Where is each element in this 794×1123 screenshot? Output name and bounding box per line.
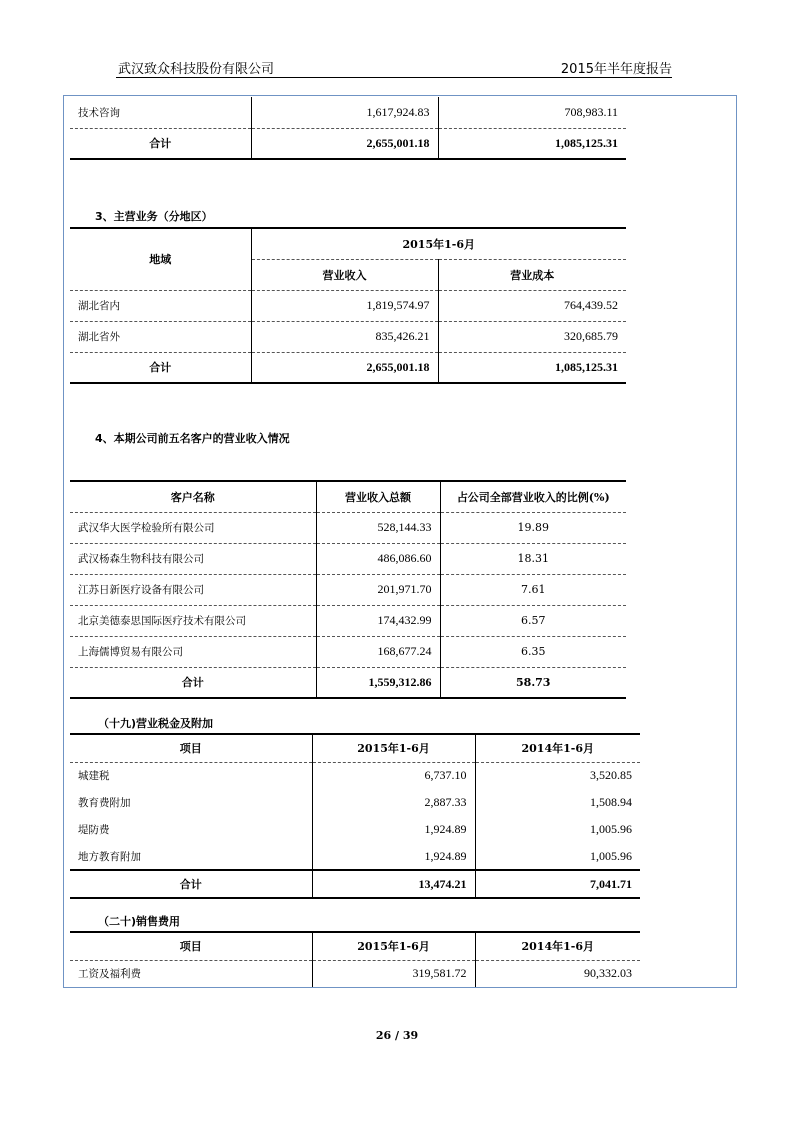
table-region	[70, 227, 626, 384]
header-ratio: 占公司全部营业收入的比例(%)	[440, 481, 626, 512]
row-amount: 528,144.33	[316, 512, 440, 543]
header-item: 项目	[70, 734, 312, 762]
section-3-title: 3、主营业务（分地区）	[95, 210, 213, 223]
row-name: 江苏日新医疗设备有限公司	[70, 574, 316, 605]
row-revenue: 1,819,574.97	[251, 290, 438, 321]
header-region: 地域	[70, 228, 251, 290]
row-2014: 1,005.96	[475, 816, 640, 843]
total-label: 合计	[70, 870, 312, 898]
row-name: 湖北省外	[70, 321, 251, 352]
row-name: 武汉杨森生物科技有限公司	[70, 543, 316, 574]
header-amount: 营业收入总额	[316, 481, 440, 512]
row-cost: 708,983.11	[438, 97, 626, 128]
header-revenue: 营业收入	[251, 259, 438, 290]
section-4-title: 4、本期公司前五名客户的营业收入情况	[95, 432, 290, 445]
row-amount: 168,677.24	[316, 636, 440, 667]
section-20-title: （二十)销售费用	[98, 915, 181, 928]
table-row	[70, 762, 640, 789]
header-2015: 2015年1-6月	[312, 932, 475, 960]
page-number: 26 / 39	[375, 1029, 419, 1042]
table-row	[70, 789, 640, 816]
total-cost: 1,085,125.31	[438, 128, 626, 159]
table-row	[70, 543, 626, 574]
section-19-title: （十九)营业税金及附加	[98, 717, 214, 730]
row-revenue: 1,617,924.83	[251, 97, 438, 128]
row-name: 堤防费	[78, 824, 110, 836]
table-selling-expenses	[70, 931, 640, 987]
row-ratio: 7.61	[440, 574, 626, 605]
table-row	[70, 816, 640, 843]
row-amount: 486,086.60	[316, 543, 440, 574]
table-top-customers	[70, 480, 626, 699]
table-row	[70, 574, 626, 605]
row-cost: 764,439.52	[438, 290, 626, 321]
table-row	[70, 636, 626, 667]
row-ratio: 18.31	[440, 543, 626, 574]
row-name: 地方教育附加	[78, 850, 141, 863]
header-rule	[116, 77, 672, 78]
table-business-tax	[70, 733, 640, 899]
total-row	[70, 870, 640, 898]
header-2014: 2014年1-6月	[475, 932, 640, 960]
total-2014: 7,041.71	[475, 870, 640, 898]
row-2015: 1,924.89	[312, 816, 475, 843]
header-2014: 2014年1-6月	[475, 734, 640, 762]
row-cost: 320,685.79	[438, 321, 626, 352]
row-ratio: 19.89	[440, 512, 626, 543]
header-company: 武汉致众科技股份有限公司	[118, 62, 275, 77]
row-2014: 3,520.85	[475, 762, 640, 789]
row-name: 教育费附加	[78, 797, 131, 809]
row-ratio: 6.35	[440, 636, 626, 667]
table-business-continued	[70, 97, 626, 160]
header-item: 项目	[70, 932, 312, 960]
table-row	[70, 321, 626, 352]
table-row	[70, 960, 640, 987]
total-amount: 1,559,312.86	[316, 667, 440, 698]
total-cost: 1,085,125.31	[438, 352, 626, 383]
total-label: 合计	[70, 128, 251, 159]
row-ratio: 6.57	[440, 605, 626, 636]
row-name: 上海儒博贸易有限公司	[70, 636, 316, 667]
row-2015: 319,581.72	[312, 960, 475, 987]
row-name: 技术咨询	[70, 97, 251, 128]
total-row	[70, 352, 626, 383]
header-customer: 客户名称	[70, 481, 316, 512]
table-row	[70, 97, 626, 128]
row-name: 北京美德泰思国际医疗技术有限公司	[70, 605, 316, 636]
total-ratio: 58.73	[440, 667, 626, 698]
row-name: 湖北省内	[70, 290, 251, 321]
table-row	[70, 512, 626, 543]
row-amount: 201,971.70	[316, 574, 440, 605]
total-revenue: 2,655,001.18	[251, 128, 438, 159]
total-row	[70, 128, 626, 159]
row-2015: 1,924.89	[312, 843, 475, 870]
row-2015: 2,887.33	[312, 789, 475, 816]
row-amount: 174,432.99	[316, 605, 440, 636]
total-label: 合计	[70, 667, 316, 698]
row-name: 武汉华大医学检验所有限公司	[70, 512, 316, 543]
row-2014: 90,332.03	[475, 960, 640, 987]
table-row	[70, 843, 640, 870]
header-2015: 2015年1-6月	[312, 734, 475, 762]
header-period: 2015年1-6月	[251, 228, 626, 259]
row-name: 城建税	[78, 770, 110, 783]
header-cost: 营业成本	[438, 259, 626, 290]
total-row	[70, 667, 626, 698]
row-2014: 1,005.96	[475, 843, 640, 870]
row-2014: 1,508.94	[475, 789, 640, 816]
row-revenue: 835,426.21	[251, 321, 438, 352]
total-2015: 13,474.21	[312, 870, 475, 898]
total-revenue: 2,655,001.18	[251, 352, 438, 383]
table-row	[70, 290, 626, 321]
header-report-title: 2015年半年度报告	[560, 62, 672, 77]
row-2015: 6,737.10	[312, 762, 475, 789]
table-row	[70, 605, 626, 636]
total-label: 合计	[70, 352, 251, 383]
row-name: 工资及福利费	[78, 968, 141, 981]
